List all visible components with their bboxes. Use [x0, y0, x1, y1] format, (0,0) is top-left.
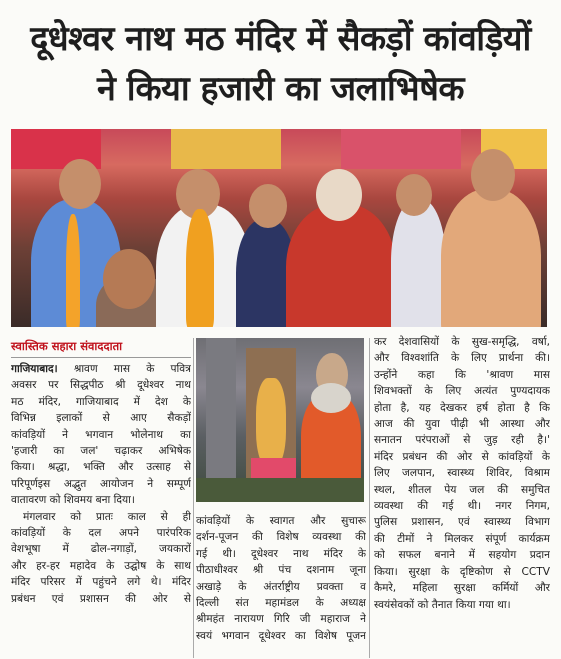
text-line: स्थल, शीतल पेय जल की समुचित [374, 483, 550, 496]
text-line: श्रीमहंत नारायण गिरि जी महाराज ने [196, 613, 366, 626]
text-line: होता है, यह देखकर हर्ष होता है कि [374, 401, 550, 414]
news-photo-main [11, 129, 547, 327]
text-line: लिए जलपान, स्वास्थ्य शिविर, विश्राम [374, 467, 550, 480]
text-line: किया। श्रद्धा, भक्ति और उत्साह से [11, 461, 191, 474]
dateline: गाजियाबाद। [11, 363, 58, 375]
text-line: की टीमों ने मिलकर संपूर्ण कार्यक्रम [374, 532, 550, 545]
text-line: गाजियाबाद। श्रावण मास के पवित्र [11, 363, 191, 375]
text-line: और हर-हर महादेव के उद्घोष के साथ [11, 559, 191, 572]
text-line: कांवड़ियों के दल अपने पारंपरिक [11, 527, 191, 540]
headline-line-2: ने किया हजारी का जलाभिषेक [97, 69, 464, 109]
text-line: गई थी। दूधेश्वर नाथ मंदिर के [196, 547, 366, 560]
text-line: कैमरे, महिला सुरक्षा कर्मियों और [374, 582, 550, 595]
text-line: सनातन परंपराओं से जुड़ रही है।' [374, 434, 550, 447]
article-column-3 [374, 334, 550, 613]
text-line: पीठाधीश्वर श्री पंच दशनाम जूना [196, 564, 366, 577]
text-line: किया। सुरक्षा के दृष्टिकोण से CCTV [374, 565, 550, 578]
text-line: दर्शन-पूजन की विशेष व्यवस्था की [196, 531, 366, 544]
text-line: विभिन्न इलाकों से आए सैकड़ों [11, 412, 191, 425]
text-line: मंदिर प्रबंधन की ओर से कांवड़ियों के [374, 450, 550, 463]
text-line: कर देशवासियों के सुख-समृद्धि, वर्षा, [374, 336, 550, 348]
byline-divider [11, 357, 191, 358]
news-photo-temple [196, 338, 364, 502]
text-line: कांवड़ियों के स्वागत और सुचारू [196, 515, 366, 527]
text-line: आज की युवा पीढ़ी भी आस्था और [374, 418, 550, 431]
text-line: को सफल बनाने में सहयोग प्रदान [374, 549, 550, 562]
text-line: अखाड़े के अंतर्राष्ट्रीय प्रवक्ता व [196, 580, 366, 593]
text-line: वातावरण को शिवमय बना दिया। [11, 494, 135, 507]
text-line: परिपूर्णइस अद्भुत आयोजन ने सम्पूर्ण [11, 477, 191, 490]
text-line: दिल्ली संत महामंडल के अध्यक्ष [196, 597, 366, 610]
text-line: मठ मंदिर, गाजियाबाद में देश के [11, 395, 191, 408]
article-column-1 [11, 361, 191, 607]
headline-line-1: दूधेश्वर नाथ मठ मंदिर में सैकड़ों कांवड़ियों [30, 19, 531, 59]
text-line: वेशभूषा में ढोल-नगाड़ों, जयकारों [11, 543, 191, 556]
text-line: पुलिस प्रशासन, एवं स्वास्थ्य विभाग [374, 516, 550, 529]
headline [0, 14, 561, 114]
byline: स्वास्तिक सहारा संवाददाता [11, 339, 123, 353]
column-divider [193, 338, 194, 658]
text-line: व्यवस्था की गई थी। नगर निगम, [374, 500, 550, 513]
text-line: शिवभक्तों के लिए अत्यंत पुण्यदायक [374, 385, 550, 398]
text-line: मंगलवार को प्रातः काल से ही [23, 510, 191, 523]
text-line: स्वयंसेवकों को तैनात किया गया था। [374, 598, 511, 611]
text-line: 'हजारी का जल' चढ़ाकर अभिषेक [11, 445, 191, 458]
column-divider [369, 338, 370, 658]
text-line: अवसर पर सिद्धपीठ श्री दूधेश्वर नाथ [11, 379, 191, 392]
text-line: मंदिर परिसर में पहुंचने लगे थे। मंदिर [11, 576, 191, 589]
text-line: उन्होंने कहा कि 'श्रावण मास [374, 368, 550, 381]
text-line: प्रबंधन एवं प्रशासन की ओर से [11, 592, 191, 605]
article-column-2 [196, 513, 366, 644]
text-line: और विश्वशांति के लिए प्रार्थना की। [374, 352, 550, 365]
text-line: कांवड़ियों ने भगवान भोलेनाथ का [11, 428, 191, 441]
text-line: स्वयं भगवान दूधेश्वर का विशेष पूजन [196, 629, 366, 642]
